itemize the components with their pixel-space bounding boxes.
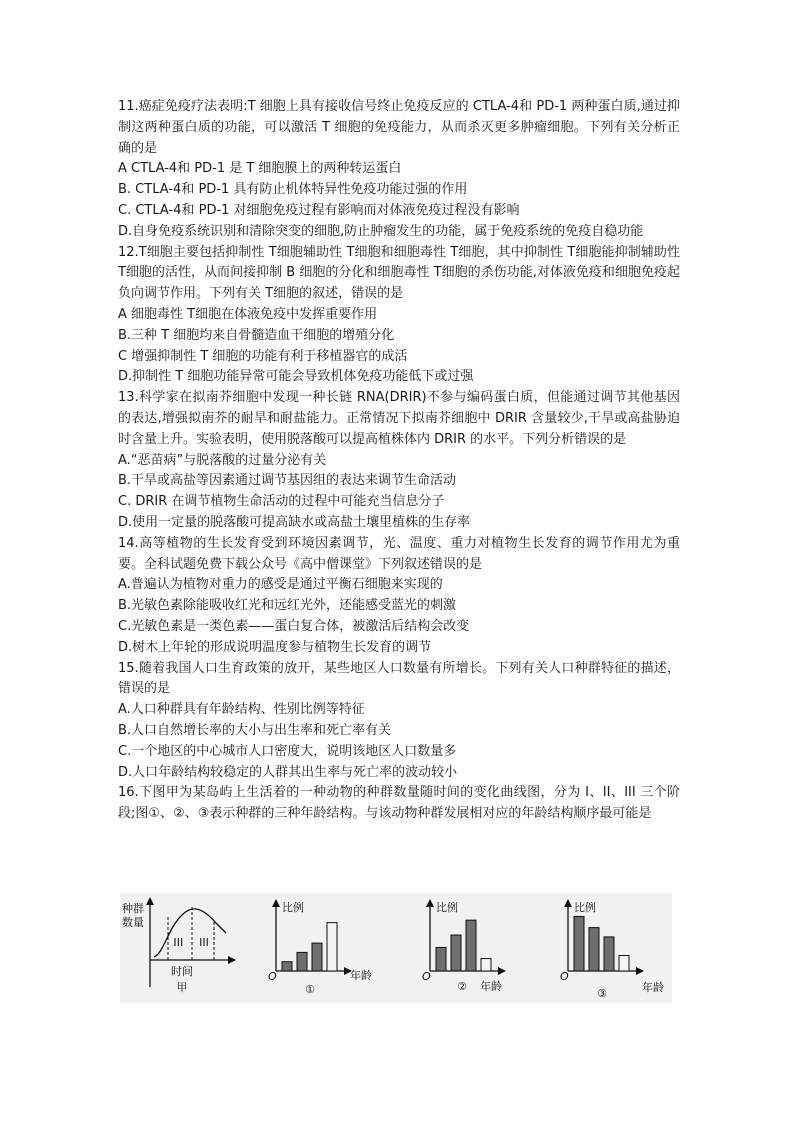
chart-caption: ① <box>305 983 315 996</box>
bar-1 <box>436 947 446 971</box>
stage-label-2: II <box>176 936 184 949</box>
option-b: B.三种 T 细胞均来自骨髓造血干细胞的增殖分化 <box>118 327 395 343</box>
y-axis-arrow <box>146 897 154 905</box>
question-15 <box>118 659 680 784</box>
age-structure-chart-3 <box>560 899 664 1000</box>
y-label: 比例 <box>436 901 458 914</box>
age-structure-chart-1 <box>268 899 372 996</box>
question-stem: 11.癌症免疫疗法表明:T 细胞上具有接收信号终止免疫反应的 CTLA-4和 PD-1 两种蛋白质,通过抑制这两种蛋白质的功能，可以激活 T 细胞的免疫能力，从而杀灭更多肿瘤细胞。下列有关分析正确的是 <box>118 99 680 156</box>
option-c: C.一个地区的中心城市人口密度大，说明该地区人口数量多 <box>118 743 457 759</box>
bar-2 <box>589 928 599 971</box>
option-c: C. DRIR 在调节植物生命活动的过程中可能充当信息分子 <box>118 494 445 510</box>
question-12 <box>118 243 680 389</box>
bar-4 <box>619 956 629 972</box>
y-axis-arrow <box>564 899 572 907</box>
y-label: 比例 <box>574 901 596 914</box>
option-c: C. CTLA-4和 PD-1 对细胞免疫过程有影响而对体液免疫过程没有影响 <box>118 202 520 218</box>
option-d: D.树木上年轮的形成说明温度参与植物生长发育的调节 <box>118 639 432 655</box>
chart-caption: ② <box>457 980 467 993</box>
bar-2 <box>297 952 307 971</box>
bar-3 <box>604 937 614 971</box>
question-11 <box>118 97 680 243</box>
option-d: D.人口年龄结构较稳定的人群其出生率与死亡率的波动较小 <box>118 764 458 780</box>
bar-4 <box>327 923 337 971</box>
y-axis-arrow <box>272 899 280 907</box>
origin-label: O <box>560 970 569 983</box>
origin-label: O <box>268 970 277 983</box>
origin-label: O <box>422 970 431 983</box>
y-label-line2: 数量 <box>122 916 144 929</box>
x-axis-arrow <box>498 967 506 975</box>
option-b: B.光敏色素除能吸收红光和远红光外，还能感受蓝光的刺激 <box>118 598 457 614</box>
bar-3 <box>312 943 322 971</box>
question-13 <box>118 388 680 534</box>
option-c: C.光敏色素是一类色素——蛋白复合体，被激活后结构会改变 <box>118 618 470 634</box>
x-label: 时间 <box>171 965 193 978</box>
stage-label-1: I <box>173 936 177 949</box>
question-stem: 15.随着我国人口生育政策的放开，某些地区人口数量有所增长。下列有关人口种群特征的描述，错误的是 <box>118 660 680 697</box>
option-a: A.人口种群具有年龄结构、性别比例等特征 <box>118 702 365 718</box>
x-label: 年龄 <box>350 969 372 982</box>
stage-label-3: III <box>199 936 209 949</box>
age-structure-chart-2 <box>422 899 506 993</box>
option-a: A.“恶苗病”与脱落酸的过量分泌有关 <box>118 452 327 468</box>
option-a: A CTLA-4和 PD-1 是 T 细胞膜上的两种转运蛋白 <box>118 161 402 177</box>
graph-caption: 甲 <box>176 981 188 994</box>
x-axis-arrow <box>636 967 644 975</box>
question-list <box>118 97 680 825</box>
question-14 <box>118 534 680 659</box>
option-d: D.自身免疫系统识别和清除突变的细胞,防止肿瘤发生的功能，属于免疫系统的免疫自稳功能 <box>118 223 644 239</box>
bar-4 <box>481 959 491 971</box>
question-16-figure <box>120 893 672 1003</box>
bar-2 <box>451 935 461 971</box>
option-a: A.普遍认为植物对重力的感受是通过平衡石细胞来实现的 <box>118 577 443 593</box>
option-b: B.干旱或高盐等因素通过调节基因组的表达来调节生命活动 <box>118 473 457 489</box>
chart-caption: ③ <box>597 987 607 1000</box>
y-axis-arrow <box>426 899 434 907</box>
option-a: A 细胞毒性 T细胞在体液免疫中发挥重要作用 <box>118 306 378 322</box>
population-curve-graph <box>122 897 236 994</box>
bar-1 <box>574 916 584 971</box>
bar-1 <box>282 962 292 971</box>
question-stem: 13.科学家在拟南芥细胞中发现一种长链 RNA(DRIR)不参与编码蛋白质，但能通过调节其他基因的表达,增强拟南芥的耐旱和耐盐能力。正常情况下拟南芥细胞中 DRIR 含量较少,干旱或高盐胁迫时含量上升。实验表明，使用脱落酸可以提高植株体内 DRIR 的水平。下列分析错误的是 <box>118 390 680 447</box>
x-label: 年龄 <box>642 981 664 994</box>
question-stem: 14.高等植物的生长发育受到环境因素调节，光、温度、重力对植物生长发育的调节作用尤为重要。全科试题免费下载公众号《高中僧课堂》下列叙述错误的是 <box>118 535 680 572</box>
option-c: C 增强抑制性 T 细胞的功能有利于移植器官的成活 <box>118 348 408 364</box>
option-b: B.人口自然增长率的大小与出生率和死亡率有关 <box>118 722 392 738</box>
y-label-line1: 种群 <box>122 902 144 915</box>
bar-3 <box>466 920 476 971</box>
question-stem: 12.T细胞主要包括抑制性 T细胞辅助性 T细胞和细胞毒性 T细胞，其中抑制性 T细胞能抑制辅助性 T细胞的活性，从而间接抑制 B 细胞的分化和细胞毒性 T细胞的杀伤功能,对体液免疫和细胞免疫起负向调节作用。下列有关 T细胞的叙述，错误的是 <box>118 244 680 302</box>
option-d: D.使用一定量的脱落酸可提高缺水或高盐土壤里植株的生存率 <box>118 514 471 530</box>
x-label: 年龄 <box>480 980 502 993</box>
population-curve <box>154 909 226 957</box>
figure-svg <box>120 893 672 1003</box>
option-d: D.抑制性 T 细胞功能异常可能会导致机体免疫功能低下或过强 <box>118 369 474 385</box>
x-axis-arrow <box>228 956 236 964</box>
question-stem: 16.下图甲为某岛屿上生活着的一种动物的种群数量随时间的变化曲线图，分为 I、II、III 三个阶段;图①、②、③表示种群的三种年龄结构。与该动物种群发展相对应的年龄结构顺序最可能是 <box>118 785 680 822</box>
option-b: B. CTLA-4和 PD-1 具有防止机体特异性免疫功能过强的作用 <box>118 182 468 198</box>
question-16 <box>118 783 680 825</box>
y-label: 比例 <box>282 901 304 914</box>
